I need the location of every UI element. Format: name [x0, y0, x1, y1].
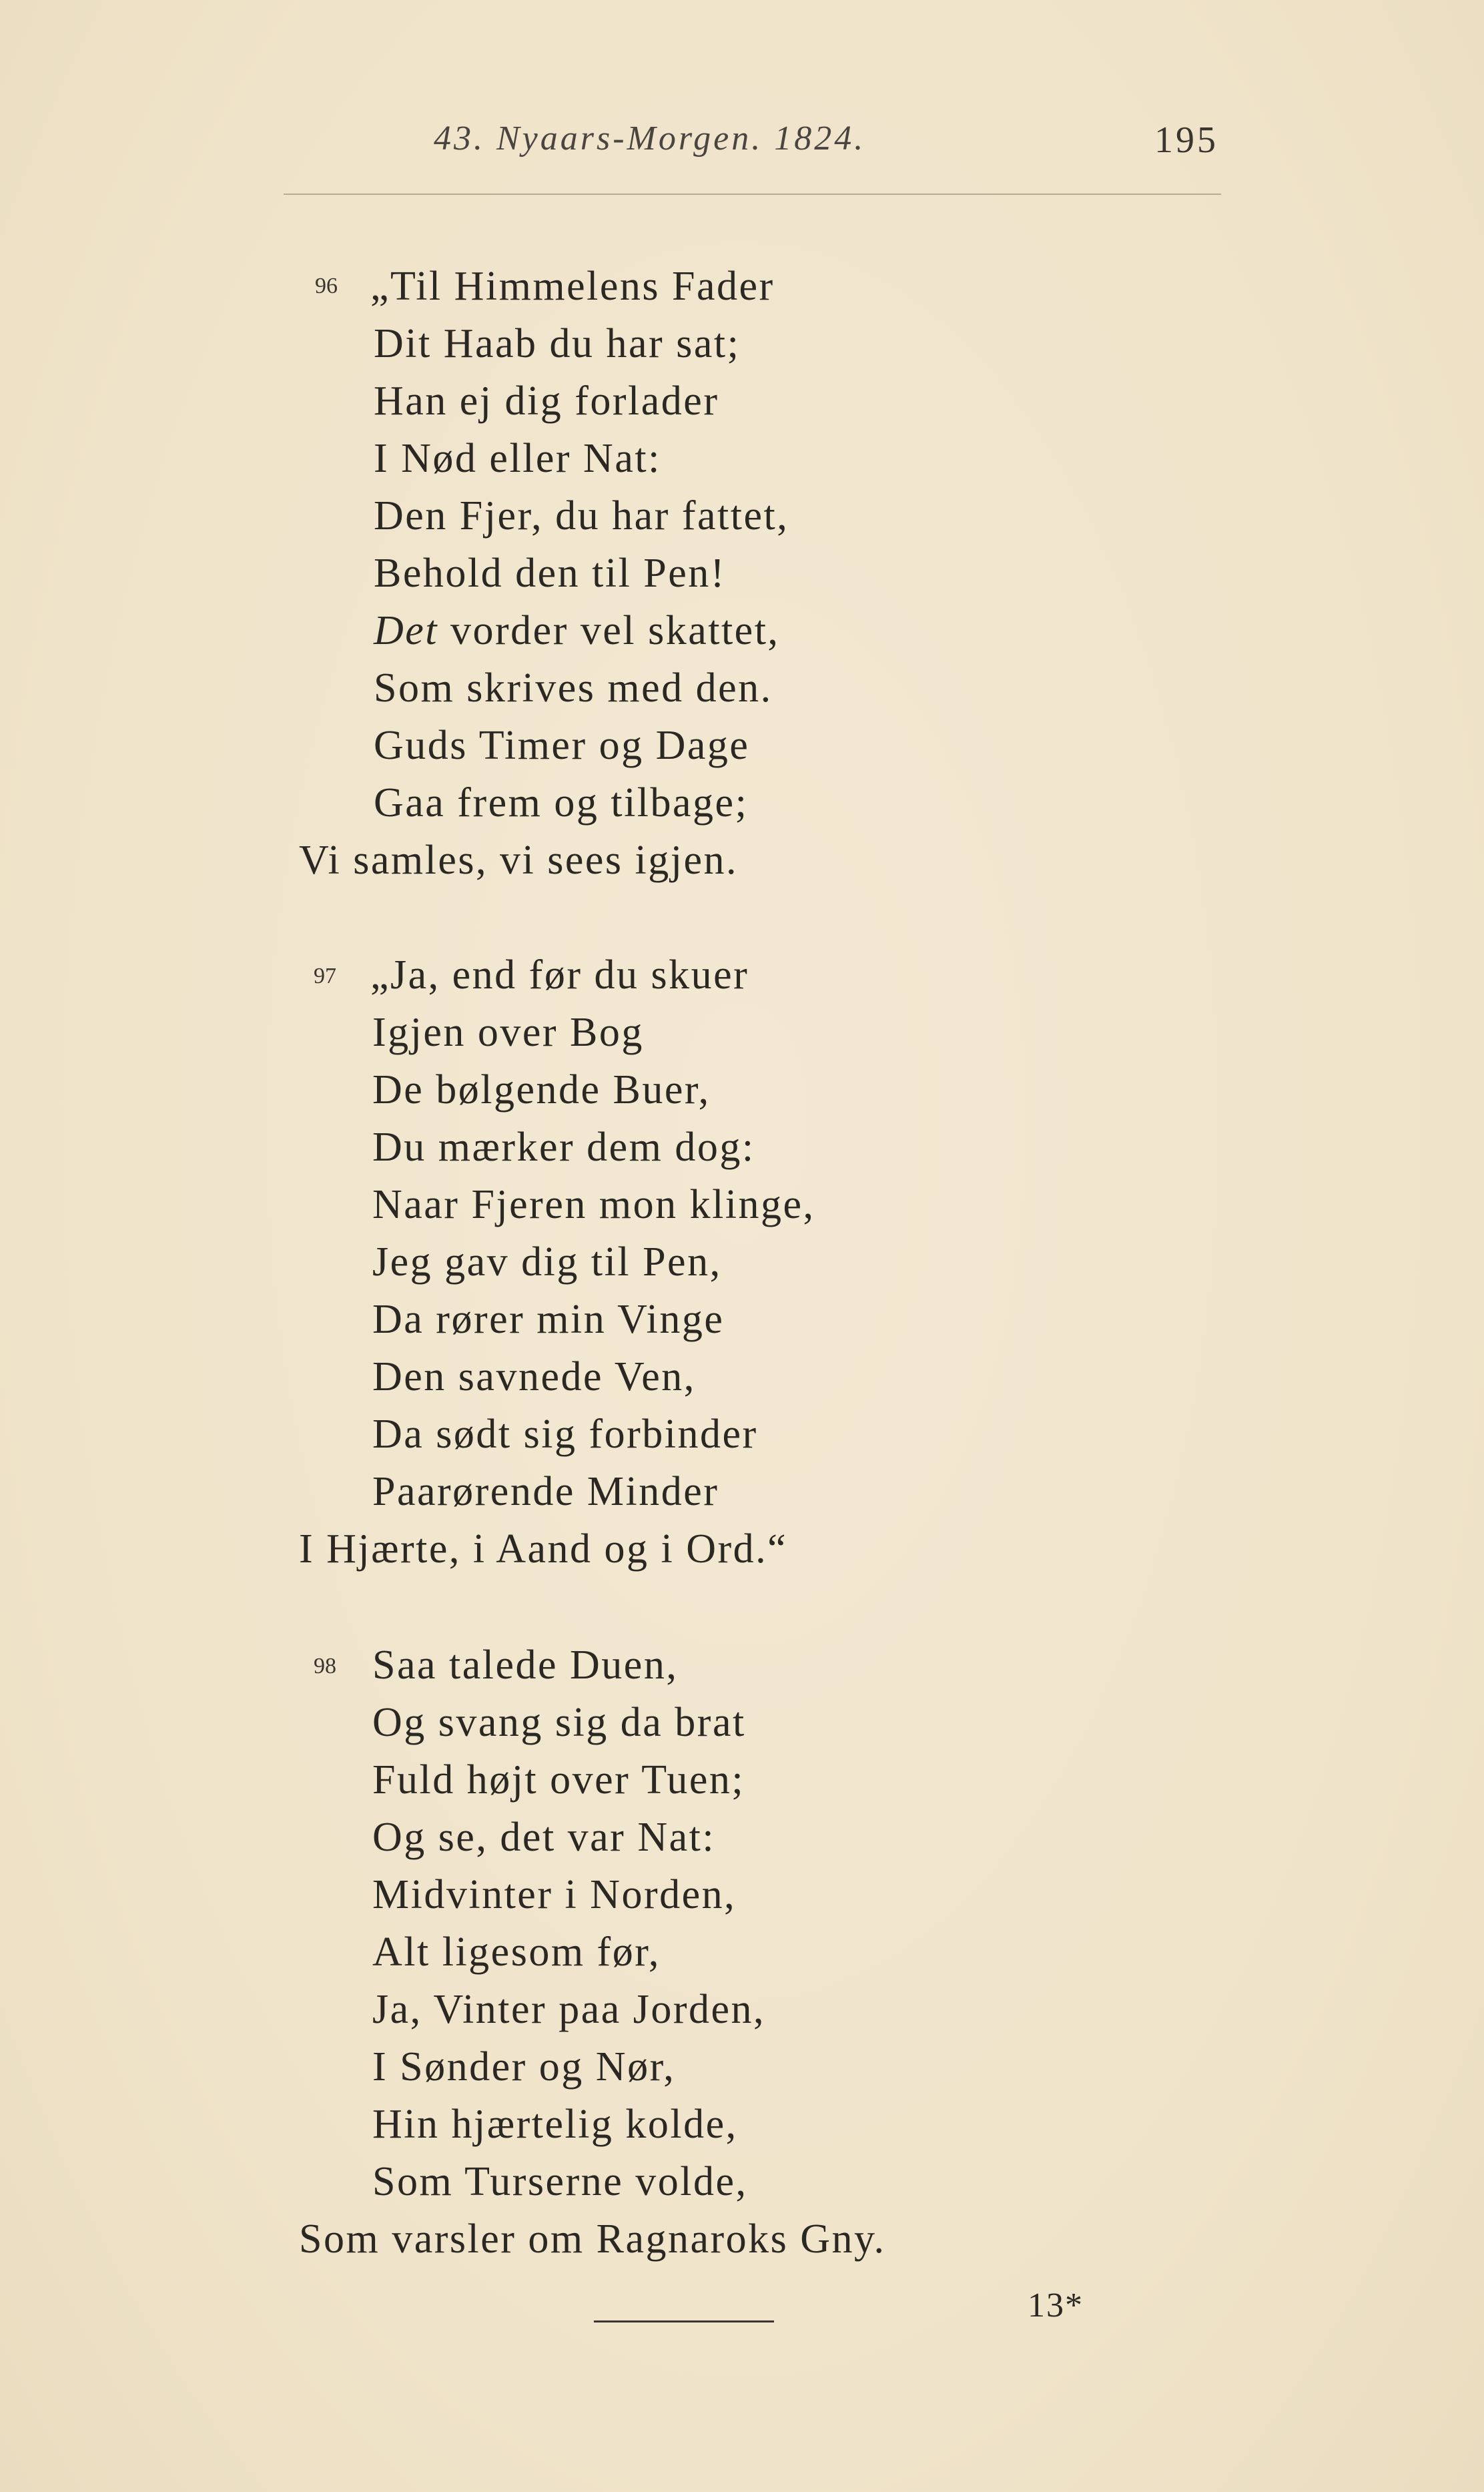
- running-header: [0, 119, 1484, 172]
- footer-rule: [594, 2320, 774, 2322]
- verse-line: Guds Timer og Dage: [374, 723, 750, 768]
- verse-line: Alt ligesom før,: [372, 1929, 661, 1975]
- verse-line: Og se, det var Nat:: [372, 1815, 716, 1860]
- verse-line-with-italic: [374, 610, 779, 651]
- verse-line: „Ja, end før du skuer: [370, 952, 749, 998]
- verse-line: Han ej dig forlader: [374, 378, 719, 424]
- verse-line: Jeg gav dig til Pen,: [372, 1239, 722, 1285]
- verse-line: Saa talede Duen,: [372, 1642, 679, 1688]
- verse-line: Midvinter i Norden,: [372, 1872, 737, 1917]
- page-number: 195: [1154, 119, 1218, 161]
- verse-line: I Sønder og Nør,: [372, 2044, 676, 2090]
- header-title: 43. Nyaars-Morgen. 1824.: [434, 119, 866, 158]
- verse-line: Hin hjærtelig kolde,: [372, 2102, 738, 2147]
- verse-line: I Nød eller Nat:: [374, 436, 661, 481]
- stanza-number: 98: [314, 1654, 336, 1678]
- verse-line-refrain: Vi samles, vi sees igjen.: [299, 838, 739, 883]
- verse-line-rest: vorder vel skattet,: [450, 608, 780, 653]
- italic-word: Det: [374, 608, 439, 653]
- verse-line: Gaa frem og tilbage;: [374, 780, 749, 826]
- stanza-number: 96: [315, 274, 338, 298]
- verse-line: Behold den til Pen!: [374, 551, 726, 596]
- verse-line: Naar Fjeren mon klinge,: [372, 1182, 815, 1227]
- verse-line: Den Fjer, du har fattet,: [374, 493, 789, 539]
- header-rule: [284, 194, 1221, 195]
- verse-line: „Til Himmelens Fader: [370, 264, 775, 309]
- verse-line-refrain: I Hjærte, i Aand og i Ord.“: [299, 1526, 788, 1572]
- verse-line: Da sødt sig forbinder: [372, 1412, 758, 1457]
- verse-line: Paarørende Minder: [372, 1469, 719, 1514]
- verse-line-refrain: Som varsler om Ragnaroks Gny.: [299, 2216, 886, 2262]
- stanza-number: 97: [314, 964, 336, 988]
- verse-line: Ja, Vinter paa Jorden,: [372, 1987, 766, 2032]
- verse-line: Som skrives med den.: [374, 665, 773, 711]
- verse-line: Den savnede Ven,: [372, 1354, 696, 1399]
- verse-line: Da rører min Vinge: [372, 1297, 725, 1342]
- verse-line: Fuld højt over Tuen;: [372, 1757, 745, 1803]
- verse-line: Igjen over Bog: [372, 1010, 644, 1055]
- verse-line: De bølgende Buer,: [372, 1067, 711, 1113]
- verse-line: Som Turserne volde,: [372, 2159, 748, 2204]
- verse-line: Og svang sig da brat: [372, 1700, 746, 1745]
- verse-line: Du mærker dem dog:: [372, 1125, 755, 1170]
- verse-line: Dit Haab du har sat;: [374, 321, 741, 366]
- signature-mark: 13*: [1028, 2286, 1084, 2324]
